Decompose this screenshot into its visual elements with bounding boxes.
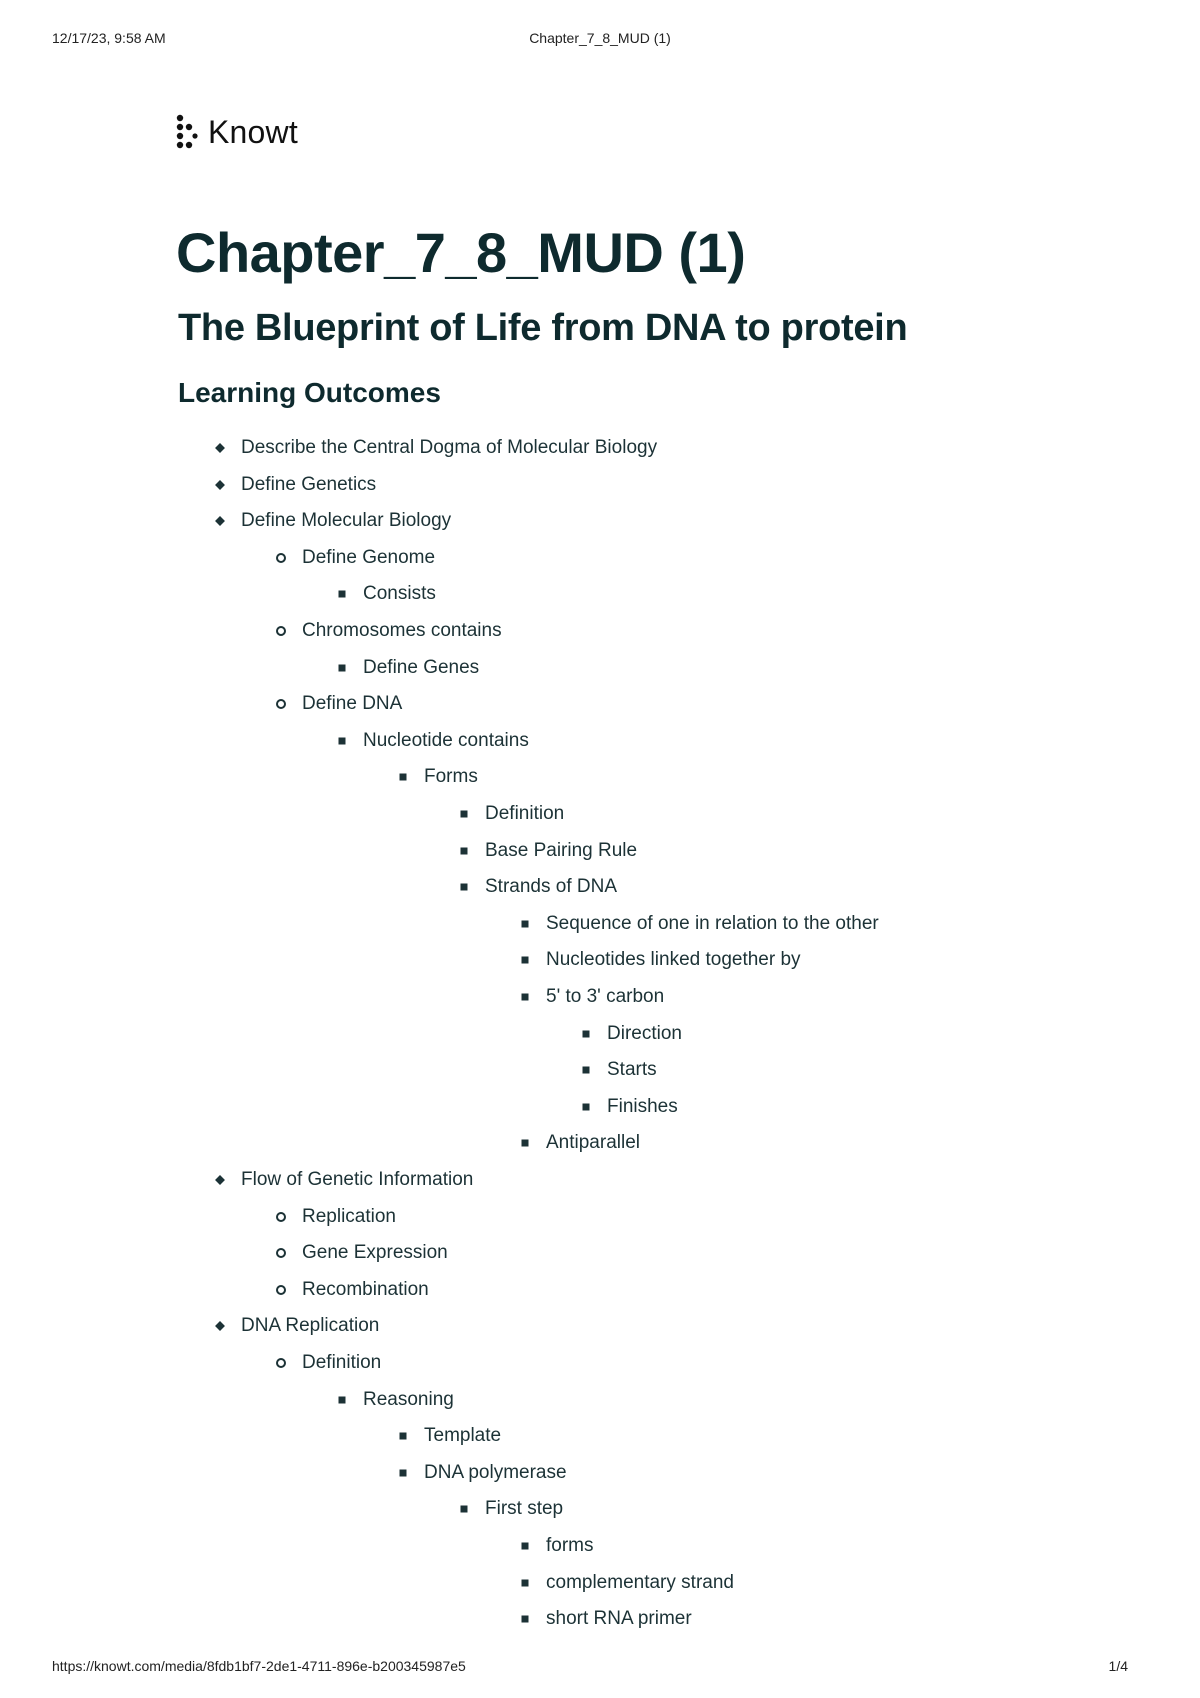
outline-item-label: Consists [363, 583, 436, 605]
outline-item [0, 796, 1200, 832]
bullet-icon [276, 553, 286, 563]
bullet-icon [522, 1140, 529, 1147]
outline-item [0, 1345, 1200, 1381]
bullet-icon [339, 664, 346, 671]
outline-item-label: Define Genes [363, 656, 480, 678]
outline-item [0, 1272, 1200, 1308]
knowt-logo[interactable] [176, 112, 298, 152]
print-footer [52, 1658, 1148, 1678]
print-page-title: Chapter_7_8_MUD (1) [529, 30, 671, 46]
outline-item-label: Strands of DNA [485, 876, 617, 898]
outline-item-label: Nucleotide contains [363, 729, 529, 751]
outline-item-label: Template [424, 1425, 502, 1447]
bullet-icon [522, 1543, 529, 1550]
outline-item-label: Flow of Genetic Information [241, 1169, 474, 1190]
bullet-icon [583, 1030, 590, 1037]
logo-text: Knowt [208, 113, 298, 150]
outline-item-label: Definition [485, 803, 565, 824]
outline-item [0, 613, 1200, 649]
outline-item [0, 1308, 1200, 1344]
outline-item-label: Define Molecular Biology [241, 510, 452, 532]
bullet-icon [400, 774, 407, 781]
section-heading: The Blueprint of Life from DNA to protein [178, 307, 908, 349]
outline-item [0, 979, 1200, 1015]
bullet-icon [583, 1103, 590, 1110]
outline-item [0, 1235, 1200, 1271]
print-url: https://knowt.com/media/8fdb1bf7-2de1-4711-896e-b200345987e5 [52, 1658, 466, 1674]
outline-item [0, 942, 1200, 978]
bullet-icon [522, 994, 529, 1001]
outline-item-label: Replication [302, 1205, 396, 1227]
bullet-icon [400, 1433, 407, 1440]
outline-item-label: Starts [607, 1059, 657, 1081]
outline-item [0, 650, 1200, 686]
outline-item [0, 1382, 1200, 1418]
bullet-icon [215, 1321, 225, 1331]
outline-item-label: Direction [607, 1022, 682, 1044]
outline-item [0, 686, 1200, 722]
outline-item [0, 1162, 1200, 1198]
bullet-icon [339, 591, 346, 598]
outline-item [0, 906, 1200, 942]
outline-item [0, 1528, 1200, 1564]
bullet-icon [215, 480, 225, 490]
bullet-icon [583, 1067, 590, 1074]
outline-item [0, 759, 1200, 795]
bullet-icon [400, 1469, 407, 1476]
outline-item [0, 430, 1200, 466]
print-datetime: 12/17/23, 9:58 AM [52, 30, 166, 46]
outline-item [0, 1601, 1200, 1637]
outline-item-label: short RNA primer [546, 1608, 692, 1630]
outline-item-label: DNA polymerase [424, 1461, 567, 1483]
outline-item-label: Define DNA [302, 693, 403, 715]
outline-item [0, 723, 1200, 759]
outline-item-label: Finishes [607, 1095, 678, 1117]
bullet-icon [522, 920, 529, 927]
bullet-icon [276, 1285, 286, 1295]
bullet-icon [215, 516, 225, 526]
bullet-icon [461, 1506, 468, 1513]
outline-item [0, 1016, 1200, 1052]
bullet-icon [276, 1358, 286, 1368]
outline-item-label: Forms [424, 766, 478, 788]
knowt-dots-icon [176, 114, 198, 150]
document-title: Chapter_7_8_MUD (1) [176, 221, 746, 284]
bullet-icon [215, 1175, 225, 1185]
outline-item [0, 503, 1200, 539]
outline-item-label: Define Genome [302, 546, 436, 568]
print-header [52, 30, 1148, 50]
outline-item-label: Nucleotides linked together by [546, 949, 801, 971]
bullet-icon [461, 884, 468, 891]
outline-item [0, 576, 1200, 612]
outline-item [0, 1491, 1200, 1527]
outline-item-label: Sequence of one in relation to the other [546, 912, 879, 934]
outline-item-label: forms [546, 1535, 594, 1556]
bullet-icon [276, 699, 286, 709]
outline-item-label: First step [485, 1498, 564, 1520]
bullet-icon [461, 811, 468, 818]
outline-item-label: Gene Expression [302, 1242, 448, 1264]
bullet-icon [461, 847, 468, 854]
bullet-icon [276, 1248, 286, 1258]
bullet-icon [522, 957, 529, 964]
bullet-icon [215, 443, 225, 453]
bullet-icon [522, 1616, 529, 1623]
outline-item-label: Antiparallel [546, 1132, 640, 1154]
subsection-heading: Learning Outcomes [178, 377, 441, 408]
bullet-icon [339, 1396, 346, 1403]
outline-item-label: Recombination [302, 1278, 429, 1300]
outline-item-label: Describe the Central Dogma of Molecular Biology [241, 437, 658, 458]
outline-item [0, 540, 1200, 576]
outline-item [0, 1455, 1200, 1491]
outline-item-label: DNA Replication [241, 1315, 380, 1337]
outline-item-label: 5' to 3' carbon [546, 986, 665, 1007]
outline-item [0, 1418, 1200, 1454]
bullet-icon [339, 737, 346, 744]
print-page-number: 1/4 [1108, 1658, 1128, 1674]
outline-item [0, 467, 1200, 503]
outline-item [0, 869, 1200, 905]
outline-item-label: Reasoning [363, 1388, 454, 1410]
outline-item-label: Base Pairing Rule [485, 839, 638, 861]
bullet-icon [276, 626, 286, 636]
outline-item-label: Chromosomes contains [302, 620, 502, 641]
outline-item-label: Definition [302, 1352, 382, 1373]
outline-item [0, 1052, 1200, 1088]
outline-item-label: Define Genetics [241, 473, 377, 495]
bullet-icon [276, 1212, 286, 1222]
outline-item [0, 1089, 1200, 1125]
bullet-icon [522, 1579, 529, 1586]
outline-item [0, 833, 1200, 869]
outline-item [0, 1199, 1200, 1235]
outline-item-label: complementary strand [546, 1571, 734, 1593]
outline-item [0, 1565, 1200, 1601]
outline-item [0, 1125, 1200, 1161]
